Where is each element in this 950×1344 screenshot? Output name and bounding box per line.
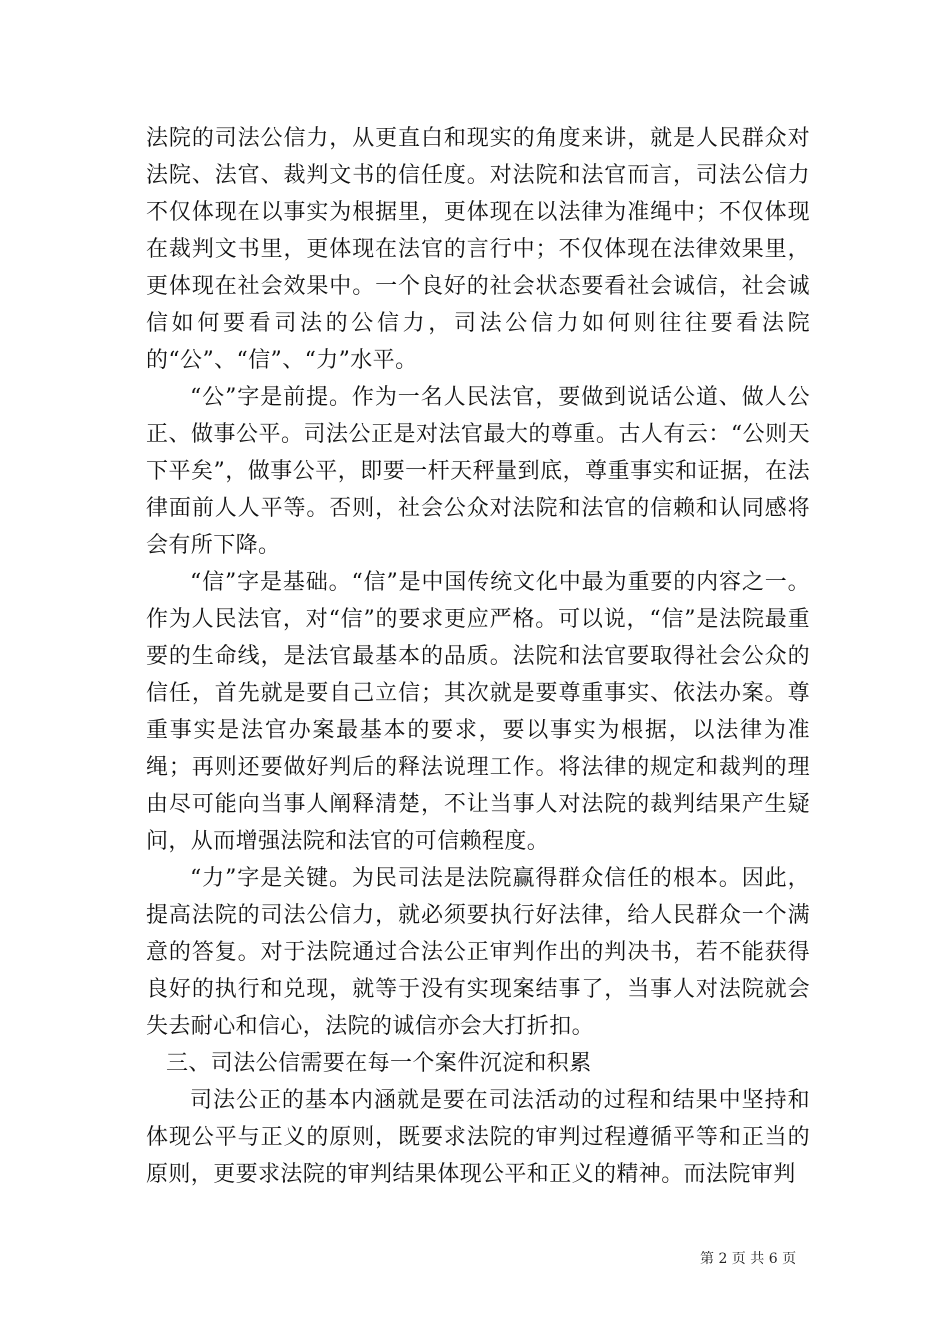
page-number-footer: 第 2 页 共 6 页 — [700, 1251, 797, 1267]
paragraph-xin: “信”字是基础。“信”是中国传统文化中最为重要的内容之一。作为人民法官，对“信”的要求更应严格。可以说，“信”是法院最重要的生命线，是法官最基本的品质。法院和法官要取得社会公众的信任，首先就是要自己立信；其次就是要尊重事实、依法办案。尊重事实是法官办案最基本的要求，要以事实为根据，以法律为准绳；再则还要做好判后的释法说理工作。将法律的规定和裁判的理由尽可能向当事人阐释清楚，不让当事人对法院的裁判结果产生疑问，从而增强法院和法官的可信赖程度。 — [146, 570, 810, 854]
paragraph-gong: “公”字是前提。作为一名人民法官，要做到说话公道、做人公正、做事公平。司法公正是对法官最大的尊重。古人有云：“公则天下平矣”，做事公平，即要一杆天秤量到底，尊重事实和证据，在法律面前人人平等。否则，社会公众对法院和法官的信赖和认同感将会有所下降。 — [146, 385, 810, 558]
section-heading: 三、司法公信需要在每一个案件沉淀和积累 — [166, 1051, 592, 1076]
paragraph-intro: 法院的司法公信力，从更直白和现实的角度来讲，就是人民群众对法院、法官、裁判文书的信任度。对法院和法官而言，司法公信力不仅体现在以事实为根据里，更体现在以法律为准绳中；不仅体现在裁判文书里，更体现在法官的言行中；不仅体现在法律效果里，更体现在社会效果中。一个良好的社会状态要看社会诚信，社会诚信如何要看司法的公信力，司法公信力如何则往往要看法院的“公”、“信”、“力”水平。 — [146, 126, 810, 373]
body-text — [146, 120, 810, 1193]
paragraph-final: 司法公正的基本内涵就是要在司法活动的过程和结果中坚持和体现公平与正义的原则，既要求法院的审判过程遵循平等和正当的原则，更要求法院的审判结果体现公平和正义的精神。而法院审判 — [146, 1088, 810, 1187]
paragraph-li: “力”字是关键。为民司法是法院赢得群众信任的根本。因此，提高法院的司法公信力，就必须要执行好法律，给人民群众一个满意的答复。对于法院通过合法公正审判作出的判决书，若不能获得良好的执行和兑现，就等于没有实现案结事了，当事人对法院就会失去耐心和信心，法院的诚信亦会大打折扣。 — [146, 866, 810, 1039]
